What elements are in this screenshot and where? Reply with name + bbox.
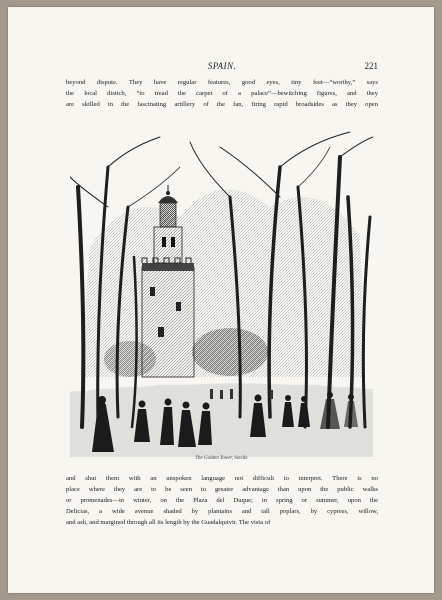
text-line: are skilled in the fascinating artillery of the fan, firing rapid broadsides as they open: [66, 101, 378, 108]
engraving-golden-tower: [70, 127, 373, 457]
text-line: the local distich, “to tread the carpet of a palace”—bewitching figures, and they: [66, 90, 378, 97]
text-line: or promenades—in winter, on the Plaza del Duque; in spring or summer, upon the: [66, 497, 378, 504]
text-line: and shut them with an unspoken language not difficult to interpret. There is no: [66, 475, 378, 482]
text-line: Delicias, a wide avenue shaded by plantains and tall poplars, by cypress, willow,: [66, 508, 378, 515]
paragraph-bottom: [66, 473, 378, 528]
paragraph-top: [66, 77, 378, 110]
page-header: [66, 61, 378, 73]
illustration-caption: The Golden Tower, Seville.: [195, 456, 249, 461]
text-line: place where they are to be seen to greater advantage than upon the public walks: [66, 486, 378, 493]
running-title: SPAIN.: [207, 61, 237, 71]
book-page: [8, 7, 434, 593]
text-line: and ash, and margined through all its length by the Guadalquivir. The vista of: [66, 519, 271, 526]
page-number: 221: [364, 61, 378, 71]
text-line: beyond dispute. They have regular features, good eyes, tiny feet—“worthy,” says: [66, 79, 378, 86]
